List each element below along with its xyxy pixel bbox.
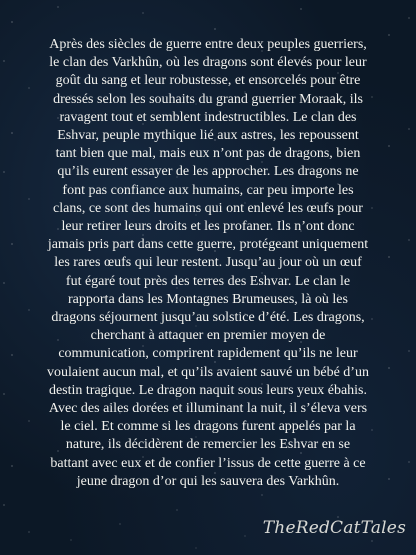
story-line: les rares œufs qui leur restent. Jusqu’au jour où un œuf: [54, 255, 362, 271]
author-signature: TheRedCatTales: [262, 518, 406, 538]
story-line: tant bien que mal, mais eux n’ont pas de dragons, bien: [55, 146, 361, 162]
story-line: voulaient aucun mal, et qu’ils avaient sauvé un bébé d’un: [47, 364, 369, 380]
story-line: cherchant à attaquer en premier moyen de: [90, 328, 326, 344]
story-line: destin tragique. Le dragon naquit sous leurs yeux ébahis.: [48, 382, 368, 398]
story-line: le ciel. Et comme si les dragons furent appelés par la: [60, 419, 356, 435]
story-line: qu’ils eurent essayer de les approcher. Les dragons ne: [57, 164, 359, 180]
story-line: Après des siècles de guerre entre deux peuples guerriers,: [49, 37, 367, 52]
story-line: goût du sang et leur robustesse, et ensorcelés pour être: [55, 73, 361, 89]
story-line: jamais pris part dans cette guerre, protégeant uniquement: [47, 237, 369, 253]
story-line: fut égaré tout près des terres des Eshvar. Le clan le: [65, 273, 351, 289]
story-line: le clan des Varkhûn, où les dragons sont élevés pour leur: [49, 55, 367, 71]
story-line: clans, ce sont des humains qui ont enlevé les œufs pour: [53, 200, 363, 216]
story-line: Eshvar, peuple mythique lié aux astres, les repoussent: [57, 128, 359, 144]
story-line: rapporta dans les Montagnes Brumeuses, là où les: [68, 291, 348, 307]
story-line: dressés selon les souhaits du grand guerrier Moraak, ils: [53, 91, 363, 107]
story-line: nature, ils décidèrent de remercier les Eshvar en se: [65, 437, 351, 453]
story-line: communication, comprirent rapidement qu’ils ne leur: [58, 346, 358, 362]
story-line: ravagent tout et semblent indestructibles. Le clan des: [59, 109, 357, 125]
story-text: [4, 36, 412, 491]
story-line: battant avec eux et de confier l’issus de cette guerre à ce: [50, 455, 366, 471]
story-line: leur retirer leurs droits et les profaner. Ils n’ont donc: [61, 219, 355, 235]
story-line: font pas confiance aux humains, car peu importe les: [62, 182, 354, 198]
story-line: jeune dragon d’or qui les sauvera des Varkhûn.: [76, 473, 340, 489]
story-line: Avec des ailes dorées et illuminant la nuit, il s’éleva vers: [48, 401, 368, 417]
story-line: dragons séjournent jusqu’au solstice d’été. Les dragons,: [51, 310, 365, 326]
